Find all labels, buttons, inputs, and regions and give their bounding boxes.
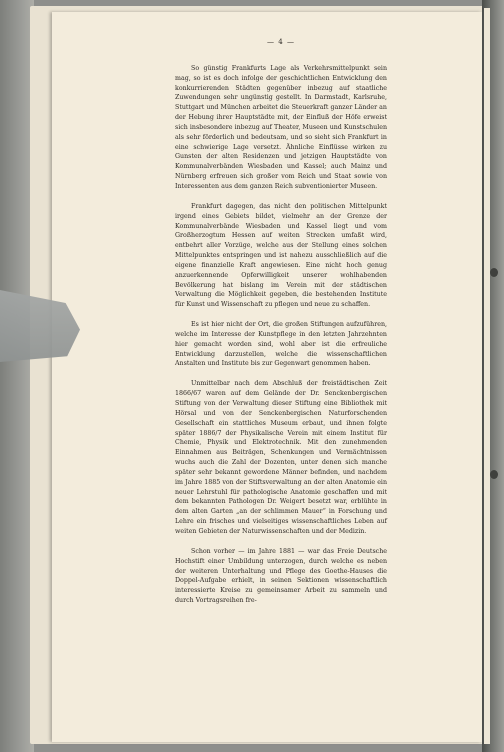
paragraph: Es ist hier nicht der Ort, die großen Stiftungen aufzuführen, welche im Interesse der Kunstpflege in den letzten Jahrzehnten hier gemacht worden sind, wohl aber ist die erfreuliche Entwicklung darzustellen, welche die wissenschaftlichen Anstalten und Institute bis zur Gegenwart genommen haben. — [175, 321, 387, 368]
page-number: — 4 — — [267, 38, 295, 46]
binding-hole — [490, 470, 498, 479]
page-edge — [484, 8, 490, 744]
paragraph: Unmittelbar nach dem Abschluß der freistädtischen Zeit 1866/67 waren auf dem Gelände der Dr. Senckenbergischen Stiftung von der Verwaltung dieser Stiftung eine Bibliothek mit Hörsal und von der Senckenbergischen Naturforschenden Gesellschaft ein stattliches Museum erbaut, und ihnen folgte später 1886/7 der Physikalische Verein mit einem Institut für Chemie, Physik und Elektrotechnik. Mit den zunehmenden Einnahmen aus Beiträgen, Schenkungen und Vermächtnissen wuchs auch die Zahl der Dozenten, unter denen sich manche später sehr bekannt gewordene Männer befinden, und nachdem im Jahre 1885 von der Stiftsverwaltung an der alten Anatomie ein neuer Lehrstuhl für pathologische Anatomie geschaffen und mit dem bekannten Pathologen Dr. Weigert besetzt war, erblühte in dem alten Garten „an der schlimmen Mauer“ in Forschung und Lehre ein frisches und vielseitiges wissenschaftliches Leben auf weiten Gebieten der Naturwissenschaften und der Medizin. — [175, 380, 387, 535]
scan-background-right — [482, 0, 504, 752]
binding-hole — [490, 268, 498, 277]
paragraph: Schon vorher — im Jahre 1881 — war das Freie Deutsche Hochstift einer Umbildung unterzogen, durch welche es neben der weiteren Unterhaltung und Pflege des Goethe-Hauses die Doppel-Aufgabe erhielt, in seinen Sektionen wissenschaftlich interessierte Kreise zu gemeinsamer Arbeit zu sammeln und durch Vortragsreihen fre- — [175, 547, 387, 605]
paragraph: So günstig Frankfurts Lage als Verkehrsmittelpunkt sein mag, so ist es doch infolge der geschichtlichen Entwicklung den konkurrierenden Städten gegenüber inbezug auf staatliche Zuwendungen sehr ungünstig gestellt. In Darmstadt, Karlsruhe, Stuttgart und München arbeitet die Steuerkraft ganzer Länder an der Hebung ihrer Hauptstädte mit, der Einfluß der Höfe erweist sich insbesondere inbezug auf Theater, Museen und Kunstschulen als sehr förderlich und bedeutsam, und so sieht sich Frankfurt in eine schwierige Lage versetzt. Ähnliche Einflüsse wirken zu Gunsten der alten Residenzen und jetzigen Hauptstädte von Kommunalverbänden Wiesbaden und Kassel; auch Mainz und Nürnberg erfreuen sich großer vom Reich und Staat sowie von Interessenten aus dem ganzen Reich subventionierter Museen. — [175, 64, 387, 190]
scan-background-left — [0, 0, 34, 752]
paragraph: Frankfurt dagegen, das nicht den politischen Mittelpunkt irgend eines Gebiets bildet, vielmehr an der Grenze der Kommunalverbände Wiesbaden und Kassel liegt und vom Großherzogtum Hessen auf weiten Strecken umfaßt wird, entbehrt aller Vorzüge, welche aus der Stellung eines solchen Mittelpunktes entspringen und ist nahezu ausschließlich auf die eigene finanzielle Kraft angewiesen. Eine nicht hoch genug anzuerkennende Opferwilligkeit unserer wohlhabenden Bevölkerung hat bislang im Verein mit der städtischen Verwaltung die Möglichkeit gegeben, die bestehenden Institute für Kunst und Wissenschaft zu pflegen und neue zu schaffen. — [175, 202, 387, 309]
page-text — [175, 38, 387, 616]
